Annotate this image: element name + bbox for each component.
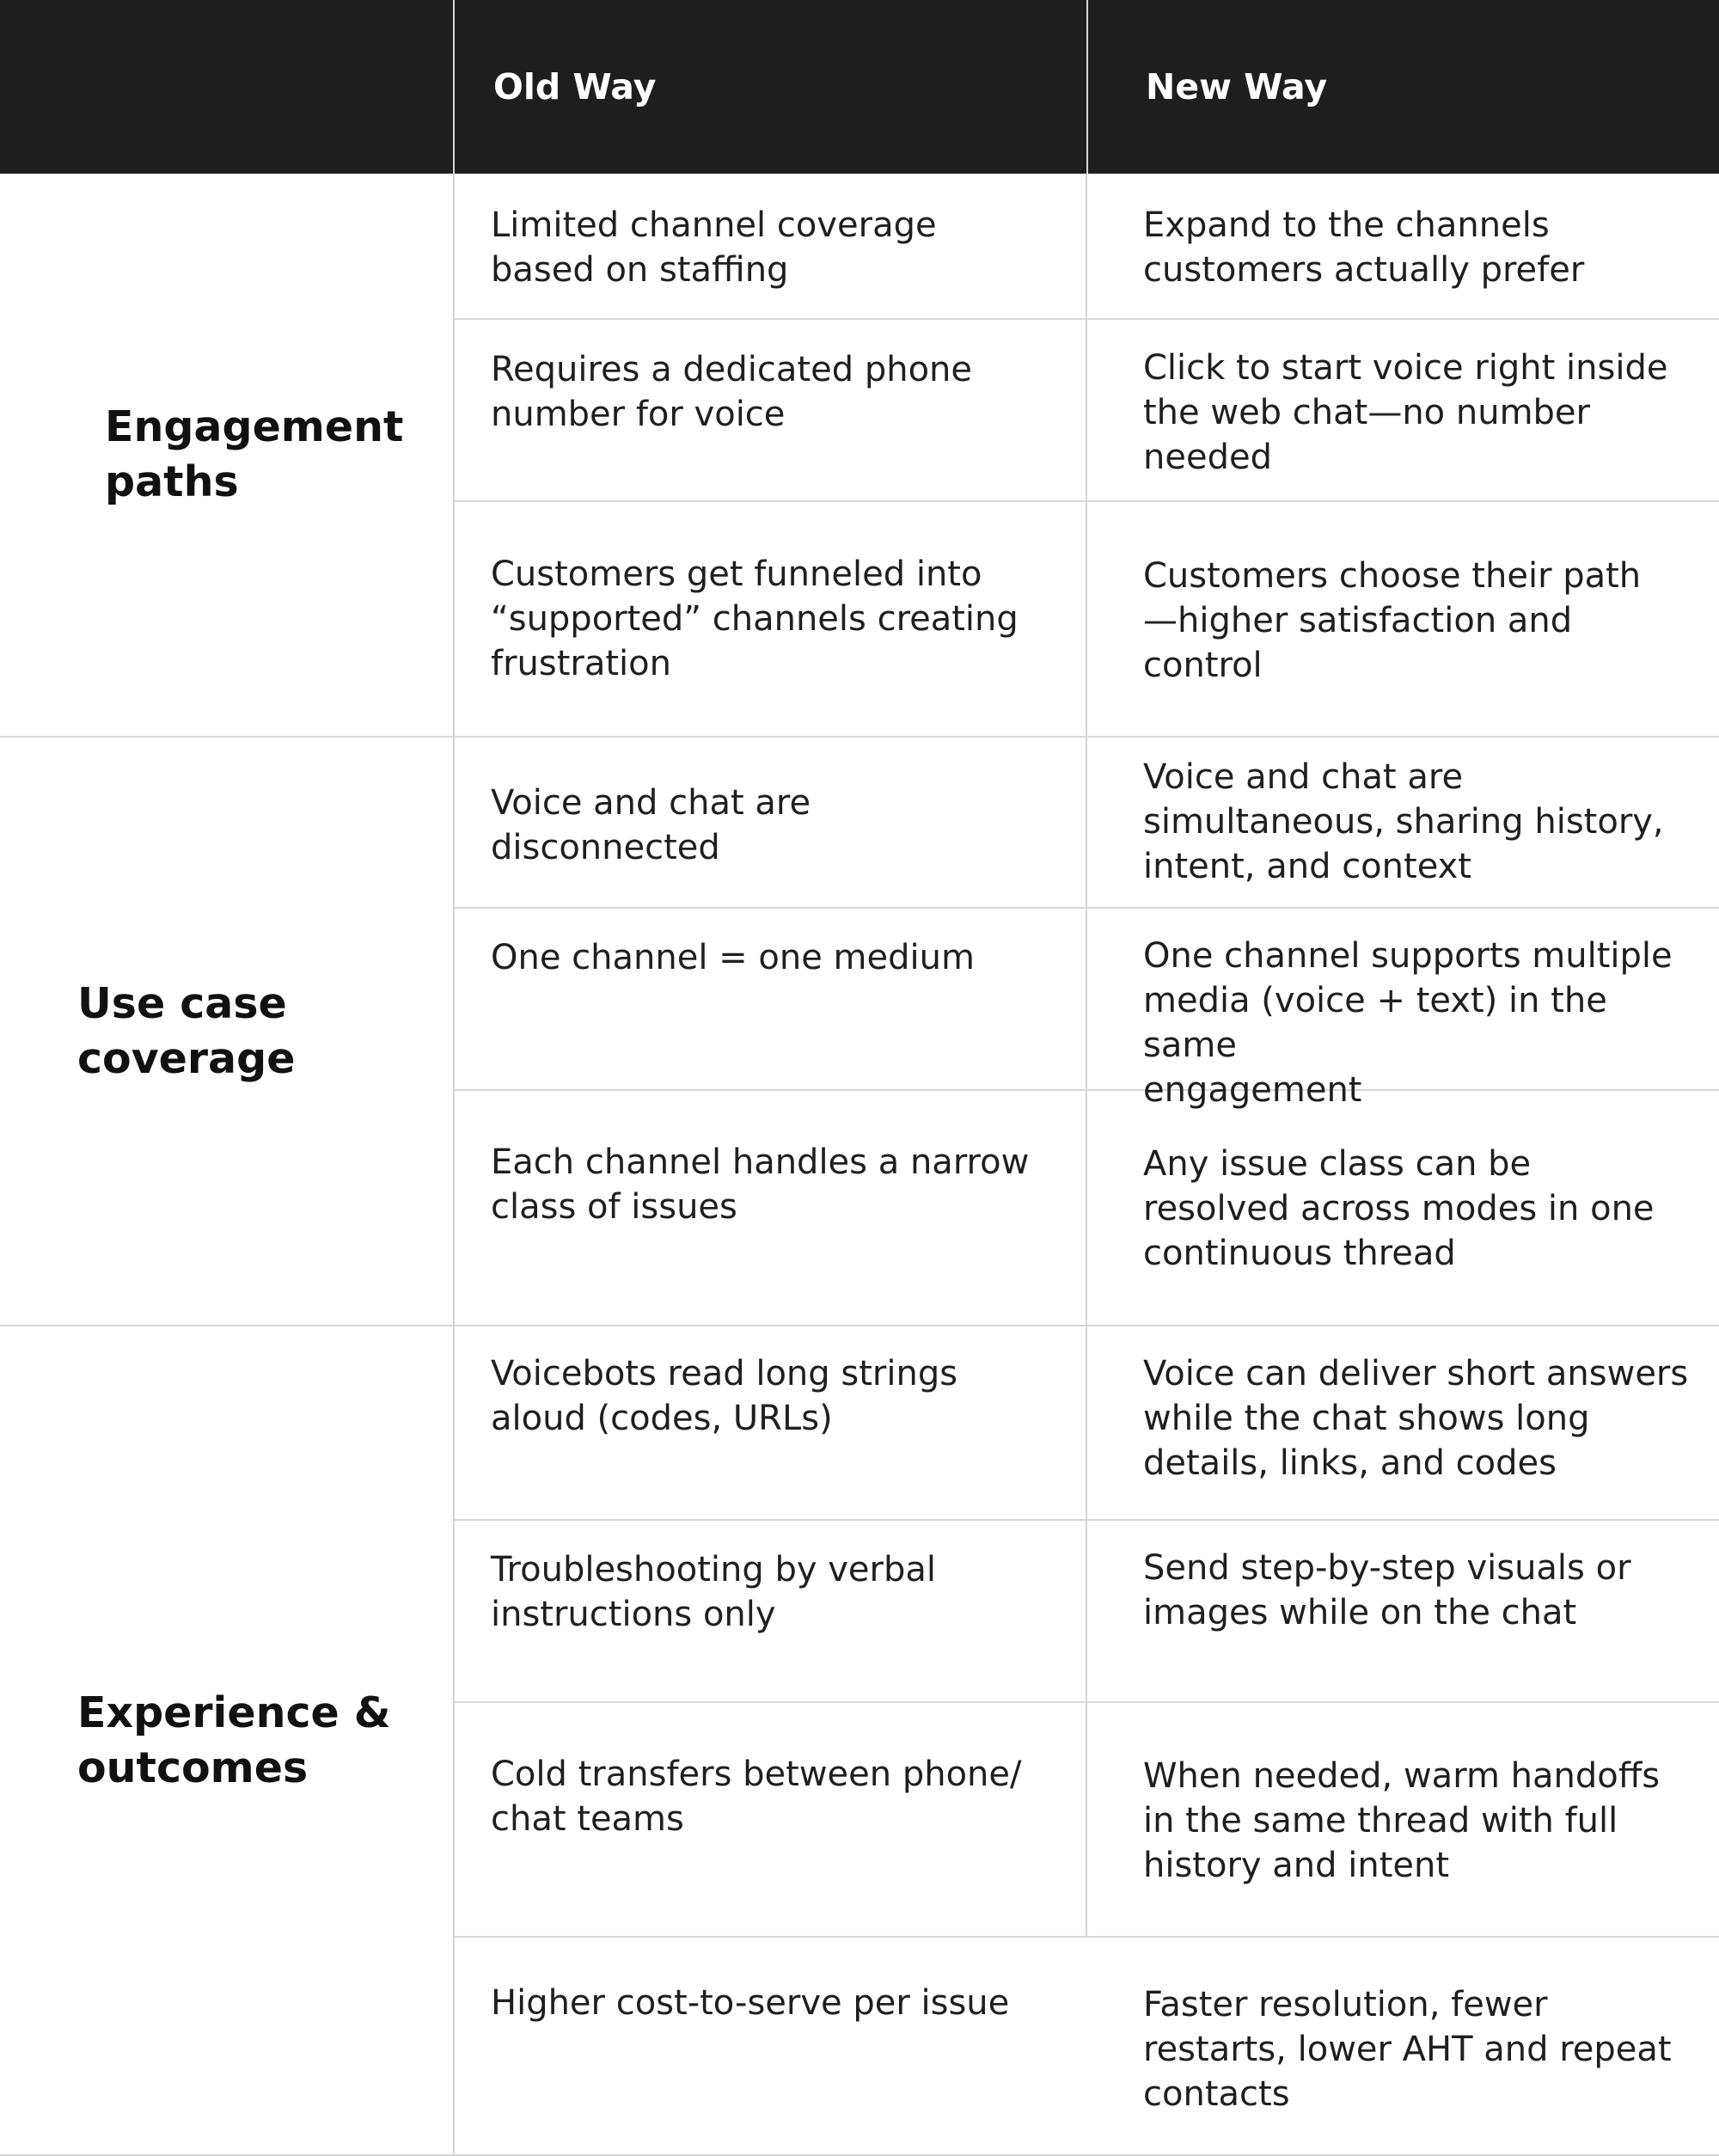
category-use-case-coverage: Use case coverage xyxy=(77,978,296,1083)
old-way-cell: Voice and chat are disconnected xyxy=(491,783,811,867)
divider-row xyxy=(453,1936,1719,1938)
category-engagement-paths: Engagement paths xyxy=(105,402,404,506)
header-new-way: New Way xyxy=(1086,0,1719,174)
old-way-cell: Voicebots read long strings aloud (codes, URLs) xyxy=(491,1354,958,1438)
new-way-cell: One channel supports multiple media (voice + text) in the same engagement xyxy=(1143,936,1673,1110)
old-way-cell: Troubleshooting by verbal instructions only xyxy=(491,1550,936,1634)
new-way-cell: Expand to the channels customers actually prefer xyxy=(1143,205,1585,290)
new-way-cell: When needed, warm handoffs in the same thread with full history and intent xyxy=(1143,1756,1661,1885)
new-way-cell: Any issue class can be resolved across modes in one continuous thread xyxy=(1143,1144,1655,1273)
new-way-cell: Click to start voice right inside the web chat—no number needed xyxy=(1143,348,1668,477)
new-way-cell: Customers choose their path —higher satisfaction and control xyxy=(1143,556,1642,685)
divider-row xyxy=(453,500,1719,502)
new-way-cell: Faster resolution, fewer restarts, lower AHT and repeat contacts xyxy=(1143,1985,1672,2114)
old-way-cell: Requires a dedicated phone number for voice xyxy=(491,350,972,434)
header-category-cell xyxy=(0,0,453,174)
new-way-cell: Voice and chat are simultaneous, sharing history, intent, and context xyxy=(1143,757,1664,886)
header-old-way: Old Way xyxy=(453,0,1086,174)
old-way-cell: Limited channel coverage based on staffing xyxy=(491,205,937,290)
new-way-cell: Voice can deliver short answers while the chat shows long details, links, and codes xyxy=(1143,1354,1689,1483)
old-way-cell: Customers get funneled into “supported” channels creating frustration xyxy=(491,554,1019,683)
divider-row xyxy=(453,318,1719,320)
divider-row xyxy=(453,1701,1719,1703)
divider-row xyxy=(453,1519,1719,1521)
old-way-cell: Cold transfers between phone/ chat teams xyxy=(491,1755,1022,1839)
divider-vertical xyxy=(1086,174,1087,1938)
divider-vertical xyxy=(453,174,455,2156)
old-way-cell: One channel = one medium xyxy=(491,938,975,977)
new-way-cell: Send step-by-step visuals or images while on the chat xyxy=(1143,1548,1631,1632)
old-way-cell: Each channel handles a narrow class of issues xyxy=(491,1142,1030,1227)
table-header xyxy=(0,0,1719,174)
old-way-cell: Higher cost-to-serve per issue xyxy=(491,1983,1010,2023)
category-experience-outcomes: Experience & outcomes xyxy=(77,1687,391,1792)
divider-row xyxy=(453,907,1719,909)
